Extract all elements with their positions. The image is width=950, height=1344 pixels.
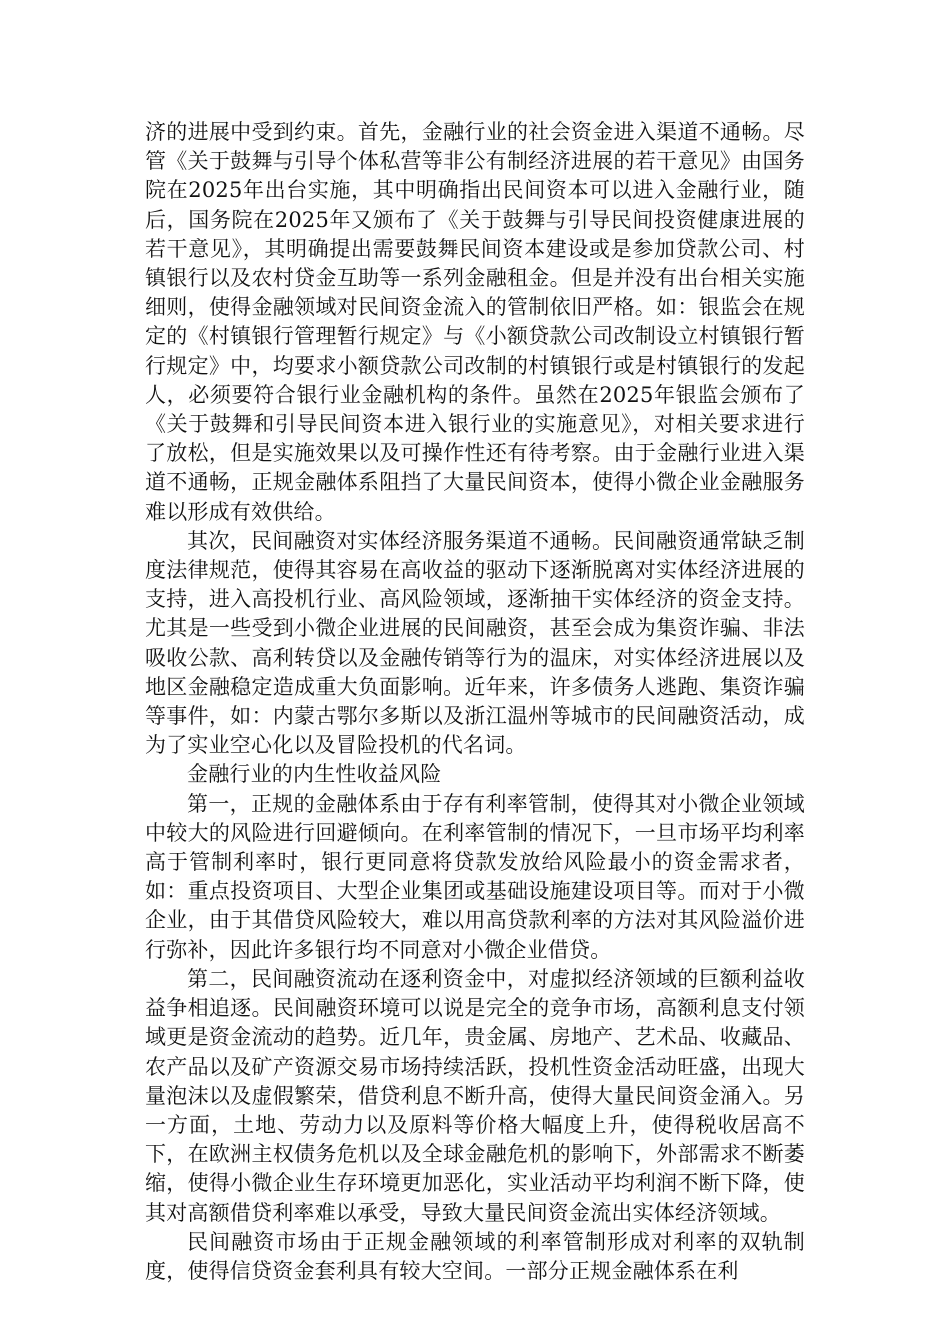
document-page	[145, 118, 805, 1286]
body-paragraph-5: 民间融资市场由于正规金融领域的利率管制形成对利率的双轨制度，使得信贷资金套利具有较大空间。一部分正规金融体系在利	[145, 1229, 805, 1283]
body-paragraph-4: 第二，民间融资流动在逐利资金中，对虚拟经济领域的巨额利益收益争相追逐。民间融资环境可以说是完全的竞争市场，高额利息支付领域更是资金流动的趋势。近几年，贵金属、房地产、艺术品、收藏品、农产品以及矿产资源交易市场持续活跃，投机性资金活动旺盛，出现大量泡沫以及虚假繁荣，借贷利息不断升高，使得大量民间资金涌入。另一方面，土地、劳动力以及原料等价格大幅度上升，使得税收居高不下，在欧洲主权债务危机以及全球金融危机的影响下，外部需求不断萎缩，使得小微企业生存环境更加恶化，实业活动平均利润不断下降，使其对高额借贷利率难以承受，导致大量民间资金流出实体经济领域。	[145, 966, 805, 1225]
body-paragraph-2: 其次，民间融资对实体经济服务渠道不通畅。民间融资通常缺乏制度法律规范，使得其容易在高收益的驱动下逐渐脱离对实体经济进展的支持，进入高投机行业、高风险领域，逐渐抽干实体经济的资金支持。尤其是一些受到小微企业进展的民间融资，甚至会成为集资诈骗、非法吸收公款、高利转贷以及金融传销等行为的温床，对实体经济进展以及地区金融稳定造成重大负面影响。近年来，许多债务人逃跑、集资诈骗等事件，如：内蒙古鄂尔多斯以及浙江温州等城市的民间融资活动，成为了实业空心化以及冒险投机的代名词。	[145, 528, 805, 758]
body-paragraph-1: 济的进展中受到约束。首先，金融行业的社会资金进入渠道不通畅。尽管《关于鼓舞与引导个体私营等非公有制经济进展的若干意见》由国务院在2025年出台实施，其中明确指出民间资本可以进入金融行业，随后，国务院在2025年又颁布了《关于鼓舞与引导民间投资健康进展的若干意见》，其明确提出需要鼓舞民间资本建设或是参加贷款公司、村镇银行以及农村贷金互助等一系列金融租金。但是并没有出台相关实施细则，使得金融领域对民间资金流入的管制依旧严格。如：银监会在规定的《村镇银行管理暂行规定》与《小额贷款公司改制设立村镇银行暂行规定》中，均要求小额贷款公司改制的村镇银行或是村镇银行的发起人，必须要符合银行业金融机构的条件。虽然在2025年银监会颁布了《关于鼓舞和引导民间资本进入银行业的实施意见》，对相关要求进行了放松，但是实施效果以及可操作性还有待考察。由于金融行业进入渠道不通畅，正规金融体系阻挡了大量民间资本，使得小微企业金融服务难以形成有效供给。	[145, 120, 805, 524]
section-heading: 金融行业的内生性收益风险	[187, 762, 442, 787]
body-paragraph-3: 第一，正规的金融体系由于存有利率管制，使得其对小微企业领域中较大的风险进行回避倾向。在利率管制的情况下，一旦市场平均利率高于管制利率时，银行更同意将贷款发放给风险最小的资金需求者，如：重点投资项目、大型企业集团或基础设施建设项目等。而对于小微企业，由于其借贷风险较大，难以用高贷款利率的方法对其风险溢价进行弥补，因此许多银行均不同意对小微企业借贷。	[145, 791, 805, 962]
